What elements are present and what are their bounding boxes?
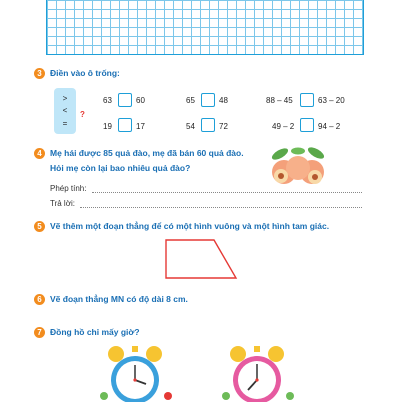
cmp-right: 94 – 2 bbox=[318, 122, 341, 131]
calc-label: Phép tính: bbox=[50, 184, 87, 193]
cmp-right: 17 bbox=[136, 122, 145, 131]
symbol-panel bbox=[54, 88, 76, 134]
cmp-left: 88 – 45 bbox=[266, 96, 293, 105]
answer-box[interactable] bbox=[300, 118, 314, 132]
question-number-5: 5 bbox=[34, 221, 45, 232]
question-mark: ? bbox=[80, 110, 85, 119]
answer-box[interactable] bbox=[300, 93, 314, 107]
question-5-title: Vẽ thêm một đoạn thẳng để có một hình vuông và một hình tam giác. bbox=[50, 221, 330, 231]
question-6-title: Vẽ đoạn thẳng MN có độ dài 8 cm. bbox=[50, 294, 188, 304]
cmp-left: 65 bbox=[186, 96, 195, 105]
cmp-left: 49 – 2 bbox=[272, 122, 295, 131]
question-number-4: 4 bbox=[34, 148, 45, 159]
cmp-right: 60 bbox=[136, 96, 145, 105]
clock-icon bbox=[96, 344, 186, 402]
question-number-6: 6 bbox=[34, 294, 45, 305]
peach-illustration bbox=[268, 146, 328, 190]
answer-label: Trả lời: bbox=[50, 199, 75, 208]
question-number-7: 7 bbox=[34, 327, 45, 338]
answer-box[interactable] bbox=[118, 118, 132, 132]
cmp-right: 48 bbox=[219, 96, 228, 105]
equal-symbol: = bbox=[62, 119, 68, 128]
greater-symbol: > bbox=[62, 94, 68, 103]
question-4-line1: Mẹ hái được 85 quả đào, mẹ đã bán 60 quả đào. bbox=[50, 148, 244, 158]
clock-icon bbox=[218, 344, 308, 402]
cmp-right: 72 bbox=[219, 122, 228, 131]
question-7-title: Đồng hồ chỉ mấy giờ? bbox=[50, 327, 140, 337]
question-number-3: 3 bbox=[34, 68, 45, 79]
answer-box[interactable] bbox=[201, 118, 215, 132]
answer-line[interactable] bbox=[80, 207, 362, 208]
question-4-line2: Hỏi mẹ còn lại bao nhiêu quả đào? bbox=[50, 163, 191, 173]
answer-box[interactable] bbox=[201, 93, 215, 107]
less-symbol: < bbox=[62, 106, 68, 115]
answer-box[interactable] bbox=[118, 93, 132, 107]
cmp-left: 54 bbox=[186, 122, 195, 131]
grid-paper bbox=[46, 0, 364, 55]
question-3-title: Điền vào ô trống: bbox=[50, 68, 120, 78]
trapezoid-shape bbox=[160, 234, 240, 284]
cmp-left: 63 bbox=[103, 96, 112, 105]
calc-answer-line[interactable] bbox=[92, 192, 362, 193]
cmp-left: 19 bbox=[103, 122, 112, 131]
cmp-right: 63 – 20 bbox=[318, 96, 345, 105]
